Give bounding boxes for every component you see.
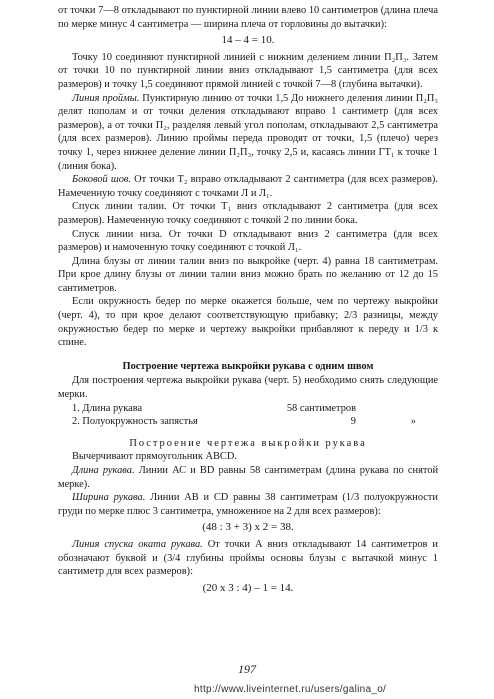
paragraph: [58, 464, 438, 491]
paragraph-lead: Линия проймы.: [72, 92, 140, 104]
equation: 14 – 4 = 10.: [221, 34, 275, 47]
paragraph-text: От точки Т₂ вправо откладывают 2 сантиметра (для всех размеров). Намеченную точку соединяют с точками Л и Л₁.: [58, 174, 438, 199]
paragraph-text: Пунктирную линию от точки 1,5 До нижнего деления линии П₂П₃ делят пополам и от точки деления откладывают вправо 1 сантиметр (для всех размеров), а от точки П₂, разделяя левый угол пополам, откладывают 2,5 сантиметра (для всех размеров). Линию проймы переда проводят от точки, 1,5 (плечо) через точку 1, через нижнее деление линии П₂П₃, точку 2,5 и, касаясь линии ГТ₁ к точке 1 (линия бока).: [58, 92, 439, 172]
measure-row: [58, 415, 438, 429]
measure-row: [58, 402, 438, 416]
paragraph: Спуск линии талии. От точки Т₁ вниз откладывают 2 сантиметра (для всех размеров). Намеченную точку соединяют с точкой 2 по линии бока.: [58, 201, 438, 226]
measure-label: 2. Полуокружность запястья: [72, 416, 198, 428]
paragraph: [58, 173, 438, 200]
paragraph-lead: Длина рукава.: [72, 465, 135, 476]
paragraph: от точки 7—8 откладывают по пунктирной линии влево 10 сантиметров (длина плеча по мерке минус 4 сантиметра — ширина плеча от горловины до вытачки):: [58, 5, 438, 30]
subsection-heading: Построение чертежа выкройки рукава: [129, 437, 367, 449]
paragraph-lead: Ширина рукава.: [72, 492, 146, 504]
measure-value: 58 сантиметров: [286, 402, 356, 414]
paragraph: Спуск линии низа. От точки D откладывают вниз 2 сантиметра (для всех размеров) и намоченную точку соединяют с точкой Л₁.: [58, 228, 438, 254]
equation: (48 : 3 + 3) x 2 = 38.: [202, 521, 294, 534]
measure-unit: [356, 402, 416, 416]
paragraph-text: Линии АВ и CD равны 38 сантиметрам (1/3 полуокружности груди по мерке плюс 3 сантиметра, умноженное на 2 для всех размеров):: [58, 492, 438, 517]
page-content: [58, 4, 438, 598]
page-number: 197: [238, 662, 256, 676]
section-heading: Построение чертежа выкройки рукава с одним швом: [122, 360, 374, 372]
paragraph: [58, 538, 438, 579]
paragraph-lead: Боковой шов.: [72, 174, 132, 186]
paragraph: Вычерчивают прямоугольник ABCD.: [72, 451, 237, 463]
measure-unit: »: [410, 416, 416, 428]
paragraph: Если окружность бедер по мерке окажется больше, чем по чертежу выкройки (черт. 4), то при крое делают соответствующую прибавку; 2/3 разницы, между окружностью бедер по мерке и чертежу выкройки прибавляют к переду и 1/3 к спине.: [58, 296, 438, 349]
paragraph-text: От точки А вниз откладывают 14 сантиметров и обозначают буквой и (3/4 глубины проймы основы блузы с вытачкой минус 1 сантиметр для всех размеров):: [58, 538, 438, 578]
paragraph-text: Линии АС и BD равны 58 сантиметрам (длина рукава по снятой мерке).: [58, 465, 439, 490]
paragraph: Длина блузы от линии талии вниз по выкройке (черт. 4) равна 18 сантиметрам. При крое длину блузы от линии талии вниз можно брать по желанию от 12 до 15 сантиметров.: [58, 255, 438, 294]
measure-value: 9: [350, 416, 356, 428]
paragraph-lead: Линия спуска оката рукава.: [72, 538, 203, 550]
paragraph: Для построения чертежа выкройки рукава (черт. 5) необходимо снять следующие мерки.: [58, 375, 438, 401]
paragraph: [58, 491, 438, 518]
paragraph: Точку 10 соединяют пунктирной линией с нижним делением линии П₂П₃. Затем от точки 10 по пунктирной линии вниз откладывают 1,5 сантиметра (для всех размеров) и точку 1,5 соединяют прямой линией с точкой 7—8 (глубина вытачки).: [58, 51, 438, 90]
watermark-url: http://www.liveinternet.ru/users/galina_o/: [194, 684, 387, 695]
paragraph: [58, 92, 438, 174]
equation: (20 x 3 : 4) – 1 = 14.: [202, 581, 294, 594]
measure-label: 1. Длина рукава: [72, 402, 143, 414]
